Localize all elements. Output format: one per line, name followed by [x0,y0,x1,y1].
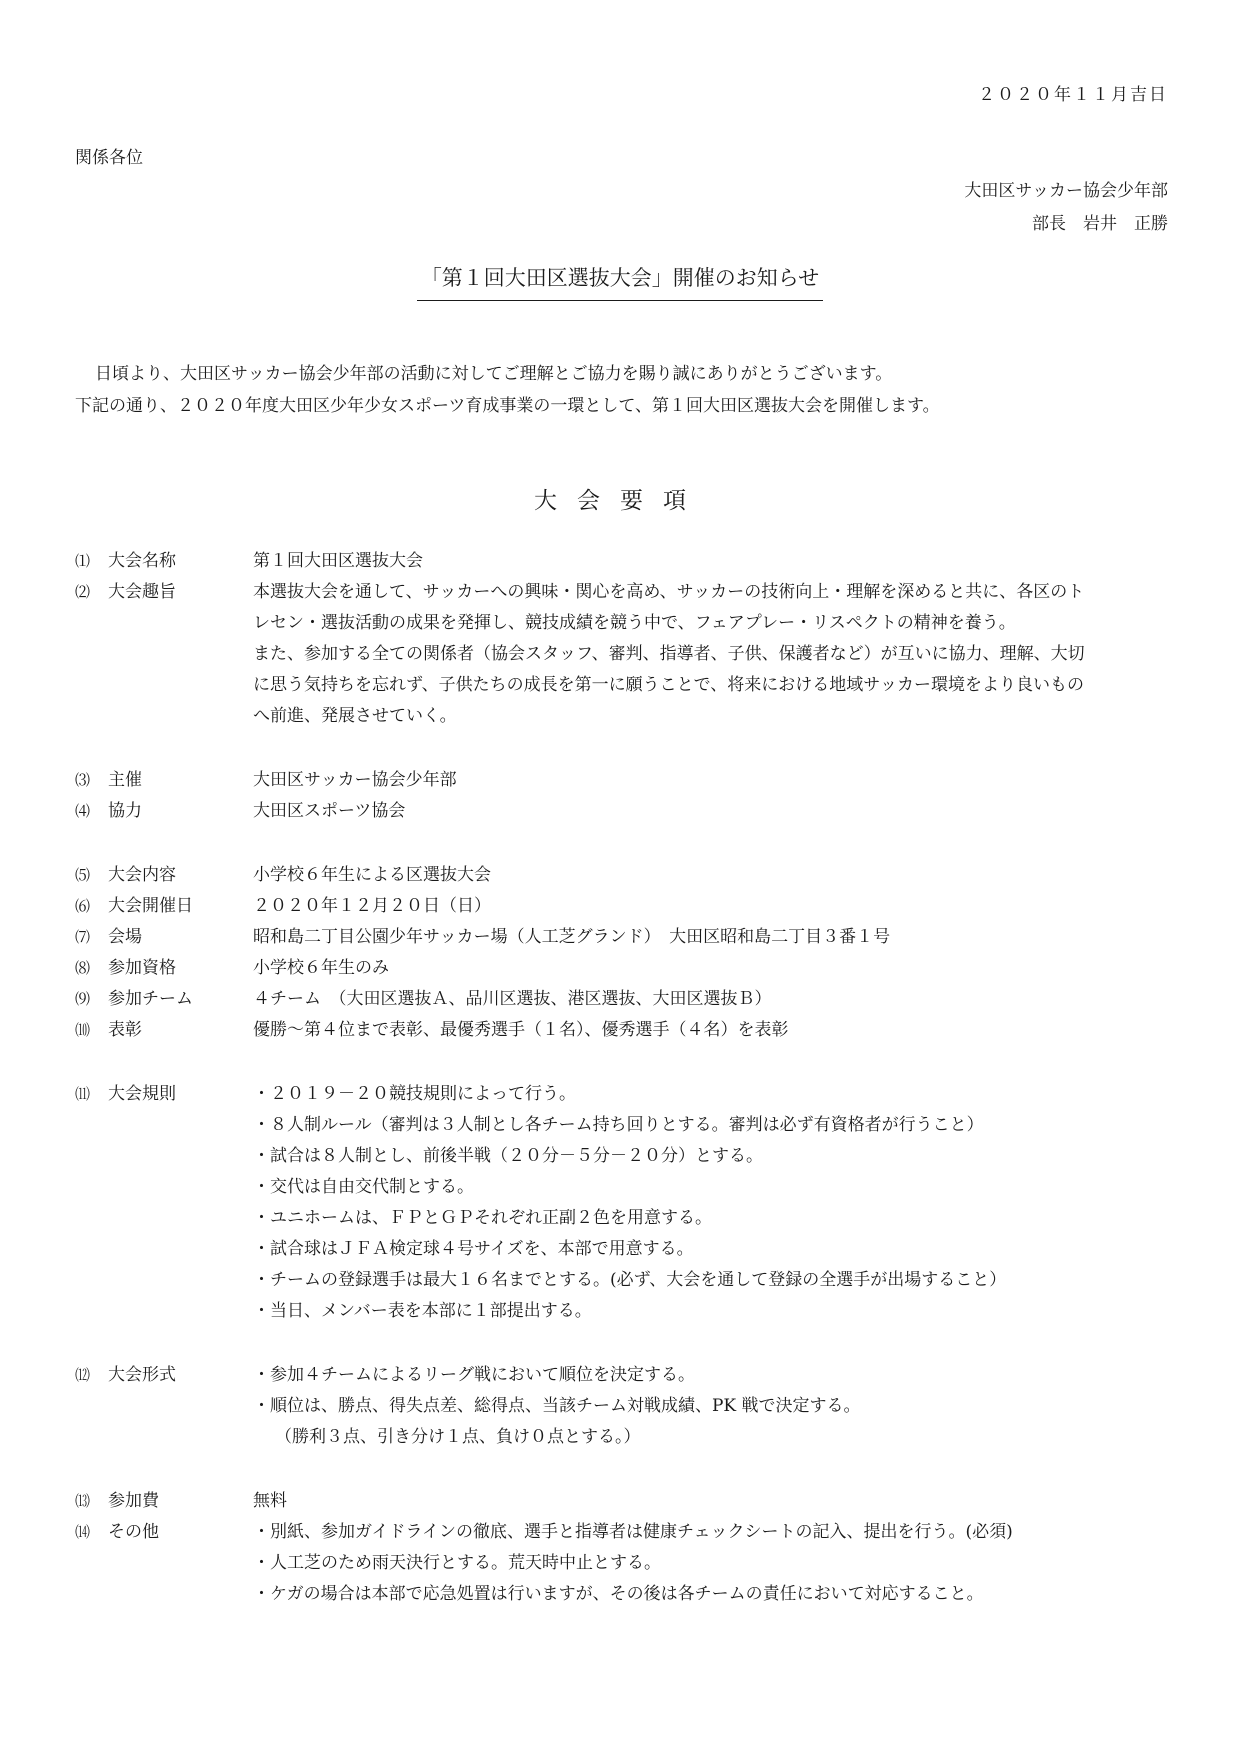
item-label: 主催 [108,770,142,790]
item-value [253,891,1175,922]
item-line: ・参加４チームによるリーグ戦において順位を決定する。 [253,1365,695,1385]
item-line: ・順位は、勝点、得失点差、総得点、当該チーム対戦成績、PK 戦で決定する。 [253,1396,861,1416]
intro-paragraph [75,358,940,422]
recipient: 関係各位 [75,148,143,168]
item-label: 参加資格 [108,958,176,978]
item-number: ⑵ [75,583,91,601]
item-line: ４チーム （大田区選抜Ａ、品川区選抜、港区選抜、大田区選抜Ｂ） [253,989,772,1009]
spacer [75,1327,1175,1360]
item-line: へ前進、発展させていく。 [253,706,457,726]
item-number: ⑴ [75,552,91,570]
item-label: 大会内容 [108,865,176,885]
item-value [253,1015,1175,1046]
item-value [253,1517,1175,1610]
document-title [0,262,1240,301]
requirements-list [75,546,1175,1610]
section-heading: 大会要項 [534,488,706,514]
item-line: レセン・選抜活動の成果を発揮し、競技成績を競う中で、フェアプレー・リスペクトの精神を養う。 [253,613,1016,633]
list-item [75,891,1175,922]
item-number: ⑷ [75,802,91,820]
item-label: 大会開催日 [108,896,193,916]
item-value [253,922,1175,953]
item-number: ⑶ [75,771,91,789]
list-item [75,1360,1175,1453]
item-number: ⑼ [75,990,91,1008]
item-line: ・試合は８人制とし、前後半戦（２０分－５分－２０分）とする。 [253,1146,763,1166]
list-item [75,922,1175,953]
intro-line: 下記の通り、２０２０年度大田区少年少女スポーツ育成事業の一環として、第１回大田区選抜大会を開催します。 [75,396,940,416]
spacer [75,1046,1175,1079]
item-number: ⑻ [75,959,91,977]
item-line: ・交代は自由交代制とする。 [253,1177,474,1197]
item-label: 大会形式 [108,1365,176,1385]
sender-person: 部長 岩井 正勝 [1032,214,1168,234]
item-label: その他 [108,1522,159,1542]
item-value [253,984,1175,1015]
list-item [75,953,1175,984]
item-value [253,796,1175,827]
item-number: ⑸ [75,866,91,884]
item-line: ・人工芝のため雨天決行とする。荒天時中止とする。 [253,1553,661,1573]
item-line: また、参加する全ての関係者（協会スタッフ、審判、指導者、子供、保護者など）が互いに協力、理解、大切 [253,644,1085,664]
item-line: ・ユニホームは、ＦＰとＧＰそれぞれ正副２色を用意する。 [253,1208,712,1228]
item-value [253,546,1175,577]
item-value [253,577,1175,732]
list-item [75,1079,1175,1327]
item-label: 大会規則 [108,1084,176,1104]
item-line: 本選抜大会を通して、サッカーへの興味・関心を高め、サッカーの技術向上・理解を深めると共に、各区のト [253,582,1085,602]
document-date: ２０２０年１１月吉日 [978,85,1168,105]
list-item [75,1486,1175,1517]
sender-organization: 大田区サッカー協会少年部 [964,181,1168,201]
item-number: ⑺ [75,928,91,946]
item-number: ⒀ [75,1492,91,1510]
item-value [253,1360,1175,1453]
item-value [253,953,1175,984]
sender-block [964,175,1168,241]
item-label: 表彰 [108,1020,142,1040]
list-item [75,796,1175,827]
item-line: 小学校６年生のみ [253,958,389,978]
intro-line: 日頃より、大田区サッカー協会少年部の活動に対してご理解とご協力を賜り誠にありがとうございます。 [95,364,893,384]
item-line: ・８人制ルール（審判は３人制とし各チーム持ち回りとする。審判は必ず有資格者が行うこと） [253,1115,984,1135]
item-number: ⑿ [75,1366,91,1384]
document-title-text: 「第１回大田区選抜大会」開催のお知らせ [417,262,823,301]
item-line: 昭和島二丁目公園少年サッカー場（人工芝グランド） 大田区昭和島二丁目３番１号 [253,927,891,947]
list-item [75,860,1175,891]
item-value [253,1486,1175,1517]
item-line: 大田区スポーツ協会 [253,801,406,821]
item-line: ・別紙、参加ガイドラインの徹底、選手と指導者は健康チェックシートの記入、提出を行う。(必須) [253,1522,1013,1542]
list-item [75,1517,1175,1610]
list-item [75,765,1175,796]
item-label: 参加費 [108,1491,159,1511]
item-number: ⑽ [75,1021,91,1039]
item-line: に思う気持ちを忘れず、子供たちの成長を第一に願うことで、将来における地域サッカー環境をより良いもの [253,675,1084,695]
item-label: 会場 [108,927,142,947]
item-value [253,765,1175,796]
item-line: ・ケガの場合は本部で応急処置は行いますが、その後は各チームの責任において対応すること。 [253,1584,984,1604]
spacer [75,1453,1175,1486]
item-label: 参加チーム [108,989,193,1009]
item-line: ・２０１９－２０競技規則によって行う。 [253,1084,576,1104]
item-label: 大会名称 [108,551,176,571]
item-label: 協力 [108,801,142,821]
item-line: 大田区サッカー協会少年部 [253,770,457,790]
spacer [75,827,1175,860]
item-label: 大会趣旨 [108,582,176,602]
item-line: （勝利３点、引き分け１点、負け０点とする。） [275,1427,641,1447]
item-line: ・チームの登録選手は最大１６名までとする。(必ず、大会を通して登録の全選手が出場すること） [253,1270,1007,1290]
list-item [75,546,1175,577]
item-number: ⑹ [75,897,91,915]
spacer [75,732,1175,765]
item-line: ・試合球はＪＦＡ検定球４号サイズを、本部で用意する。 [253,1239,694,1259]
item-line: 無料 [253,1491,287,1511]
item-line: ・当日、メンバー表を本部に１部提出する。 [253,1301,592,1321]
item-line: 小学校６年生による区選抜大会 [253,865,491,885]
item-number: ⒁ [75,1523,91,1541]
item-line: 優勝～第４位まで表彰、最優秀選手（１名）、優秀選手（４名）を表彰 [253,1020,789,1040]
item-number: ⑾ [75,1085,91,1103]
list-item [75,984,1175,1015]
item-value [253,1079,1175,1327]
item-value [253,860,1175,891]
item-line: 第１回大田区選抜大会 [253,551,423,571]
item-line: ２０２０年１２月２０日（日） [253,896,491,916]
list-item [75,1015,1175,1046]
list-item [75,577,1175,732]
